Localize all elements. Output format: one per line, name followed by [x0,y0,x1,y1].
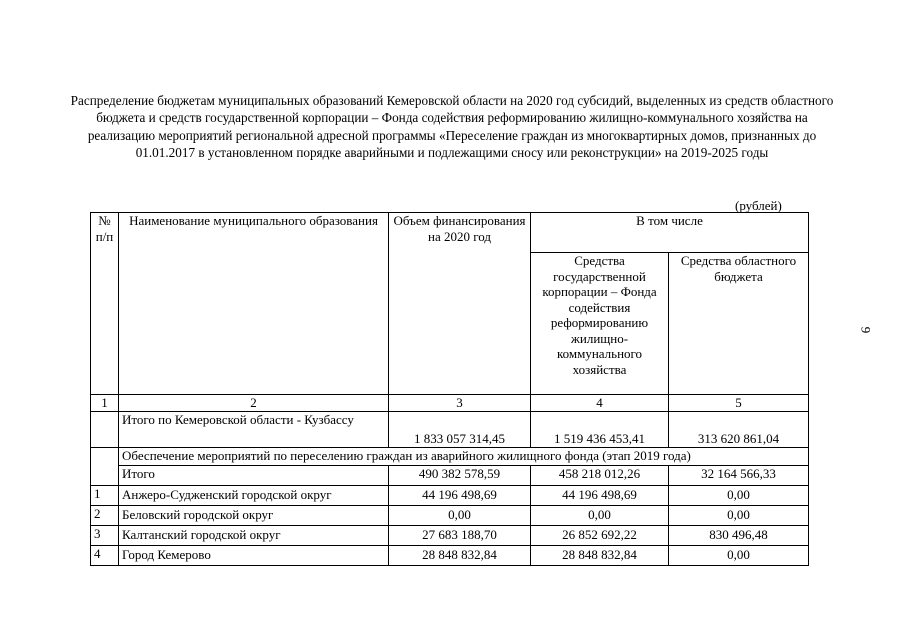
header-fund: Средства государственной корпорации – Фонда содействия реформированию жилищно-коммунального хозяйства [531,253,669,395]
section-total-volume: 490 382 578,59 [389,465,531,485]
header-regional: Средства областного бюджета [669,253,809,395]
units-label: (рублей) [735,198,782,213]
subsidy-table [90,212,809,566]
row-fund: 44 196 498,69 [531,485,669,505]
row-fund: 26 852 692,22 [531,525,669,545]
col-number: 4 [531,395,669,412]
total-region-name: Итого по Кемеровской области - Кузбассу [119,411,389,447]
row-regional: 830 496,48 [669,525,809,545]
row-num: 4 [91,545,119,565]
section-title: Обеспечение мероприятий по переселению граждан из аварийного жилищного фонда (этап 2019 года) [119,447,809,465]
row-name: Город Кемерово [119,545,389,565]
row-regional: 0,00 [669,485,809,505]
row-name: Калтанский городской округ [119,525,389,545]
col-number: 2 [119,395,389,412]
header-volume: Объем финансирования на 2020 год [389,213,531,395]
table-row [91,505,809,525]
col-number: 1 [91,395,119,412]
row-volume: 27 683 188,70 [389,525,531,545]
table-row-section-total [91,465,809,485]
table-row [91,545,809,565]
header-including: В том числе [531,213,809,253]
row-volume: 28 848 832,84 [389,545,531,565]
total-region-regional: 313 620 861,04 [669,411,809,447]
row-name: Анжеро-Судженский городской округ [119,485,389,505]
row-num: 2 [91,505,119,525]
table-row [91,485,809,505]
row-regional: 0,00 [669,545,809,565]
total-region-volume: 1 833 057 314,45 [389,411,531,447]
header-num: № п/п [91,213,119,395]
section-total-name: Итого [119,465,389,485]
row-volume: 0,00 [389,505,531,525]
header-name: Наименование муниципального образования [119,213,389,395]
table-row [91,525,809,545]
total-region-fund: 1 519 436 453,41 [531,411,669,447]
row-regional: 0,00 [669,505,809,525]
row-volume: 44 196 498,69 [389,485,531,505]
document-title: Распределение бюджетам муниципальных образований Кемеровской области на 2020 год субсидий, выделенных из средств областного бюджета и средств государственной корпорации – Фонда содействия реформированию жилищно-коммунального хозяйства на реализацию мероприятий региональной адресной программы «Переселение граждан из многоквартирных домов, признанных до 01.01.2017 в установленном порядке аварийными и подлежащими сносу или реконструкции» на 2019-2025 годы [70,93,834,160]
row-fund: 0,00 [531,505,669,525]
page-number: 9 [858,326,874,334]
row-num: 3 [91,525,119,545]
col-number: 3 [389,395,531,412]
row-fund: 28 848 832,84 [531,545,669,565]
section-total-regional: 32 164 566,33 [669,465,809,485]
row-num: 1 [91,485,119,505]
row-name: Беловский городской округ [119,505,389,525]
section-total-fund: 458 218 012,26 [531,465,669,485]
table-row-total-region [91,411,809,447]
col-number: 5 [669,395,809,412]
